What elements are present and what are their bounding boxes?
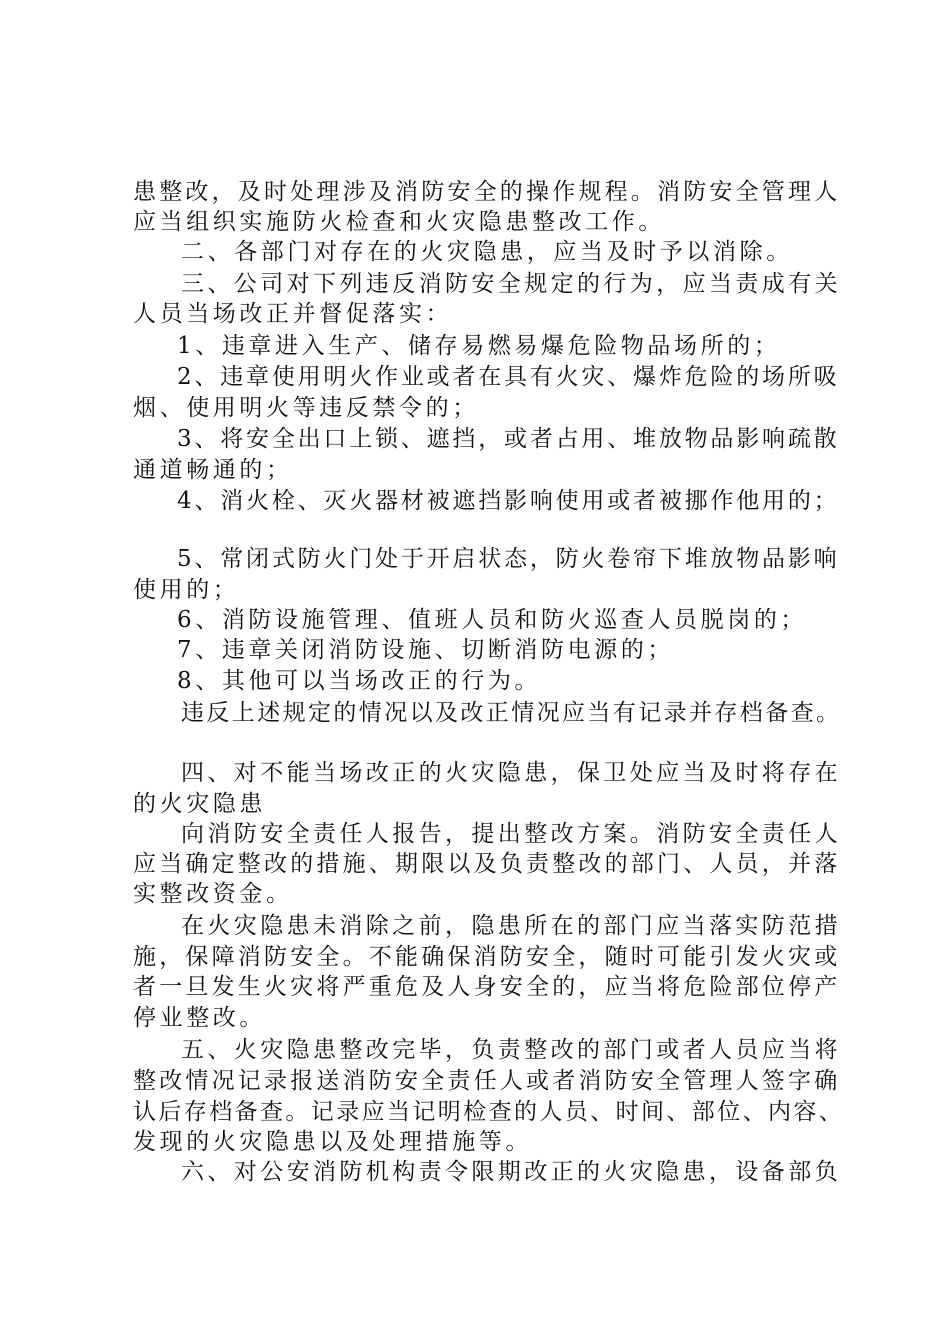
text-line: 5、常闭式防火门处于开启状态，防火卷帘下堆放物品影响 [177, 546, 840, 572]
text-line: 通道畅通的； [133, 457, 293, 483]
text-line: 发现的火灾隐患以及处理措施等。 [133, 1129, 532, 1155]
text-line: 三、公司对下列违反消防安全规定的行为，应当责成有关 [181, 271, 841, 297]
text-line: 违反上述规定的情况以及改正情况应当有记录并存档备查。 [181, 700, 842, 726]
text-line: 者一旦发生火灾将严重危及人身安全的，应当将危险部位停产 [133, 974, 841, 1000]
text-line: 1、违章进入生产、储存易燃易爆危险物品场所的； [177, 333, 781, 359]
text-line: 6、消防设施管理、值班人员和防火巡查人员脱岗的； [177, 607, 808, 633]
text-line: 人员当场改正并督促落实： [133, 301, 453, 327]
text-line: 应当组织实施防火检查和火灾隐患整改工作。 [133, 209, 665, 235]
text-line: 施，保障消防安全。不能确保消防安全，随时可能引发火灾或 [133, 944, 841, 970]
text-line: 2、违章使用明火作业或者在具有火灾、爆炸危险的场所吸 [177, 364, 840, 390]
text-line: 二、各部门对存在的火灾隐患，应当及时予以消除。 [181, 239, 793, 265]
text-line: 患整改，及时处理涉及消防安全的操作规程。消防安全管理人 [133, 179, 841, 205]
text-line: 向消防安全责任人报告，提出整改方案。消防安全责任人 [181, 821, 841, 847]
text-line: 使用的； [133, 577, 240, 603]
text-line: 烟、使用明火等违反禁令的； [133, 395, 479, 421]
text-line: 的火灾隐患 [133, 791, 266, 817]
text-line: 应当确定整改的措施、期限以及负责整改的部门、人员，并落 [133, 851, 841, 877]
text-line: 四、对不能当场改正的火灾隐患，保卫处应当及时将存在 [181, 760, 841, 786]
text-line: 认后存档备查。记录应当记明检查的人员、时间、部位、内容、 [133, 1099, 845, 1125]
text-line: 实整改资金。 [133, 881, 293, 907]
text-line: 7、违章关闭消防设施、切断消防电源的； [177, 637, 675, 663]
text-line: 在火灾隐患未消除之前，隐患所在的部门应当落实防范措 [181, 913, 841, 939]
text-line: 整改情况记录报送消防安全责任人或者消防安全管理人签字确 [133, 1068, 841, 1094]
text-line: 六、对公安消防机构责令限期改正的火灾隐患，设备部负 [181, 1159, 841, 1185]
text-line: 五、火灾隐患整改完毕，负责整改的部门或者人员应当将 [181, 1037, 841, 1063]
text-line: 4、消火栓、灭火器材被遮挡影响使用或者被挪作他用的； [177, 488, 840, 514]
text-line: 8、其他可以当场改正的行为。 [177, 668, 542, 694]
text-line: 停业整改。 [133, 1005, 266, 1031]
text-line: 3、将安全出口上锁、遮挡，或者占用、堆放物品影响疏散 [177, 426, 840, 452]
